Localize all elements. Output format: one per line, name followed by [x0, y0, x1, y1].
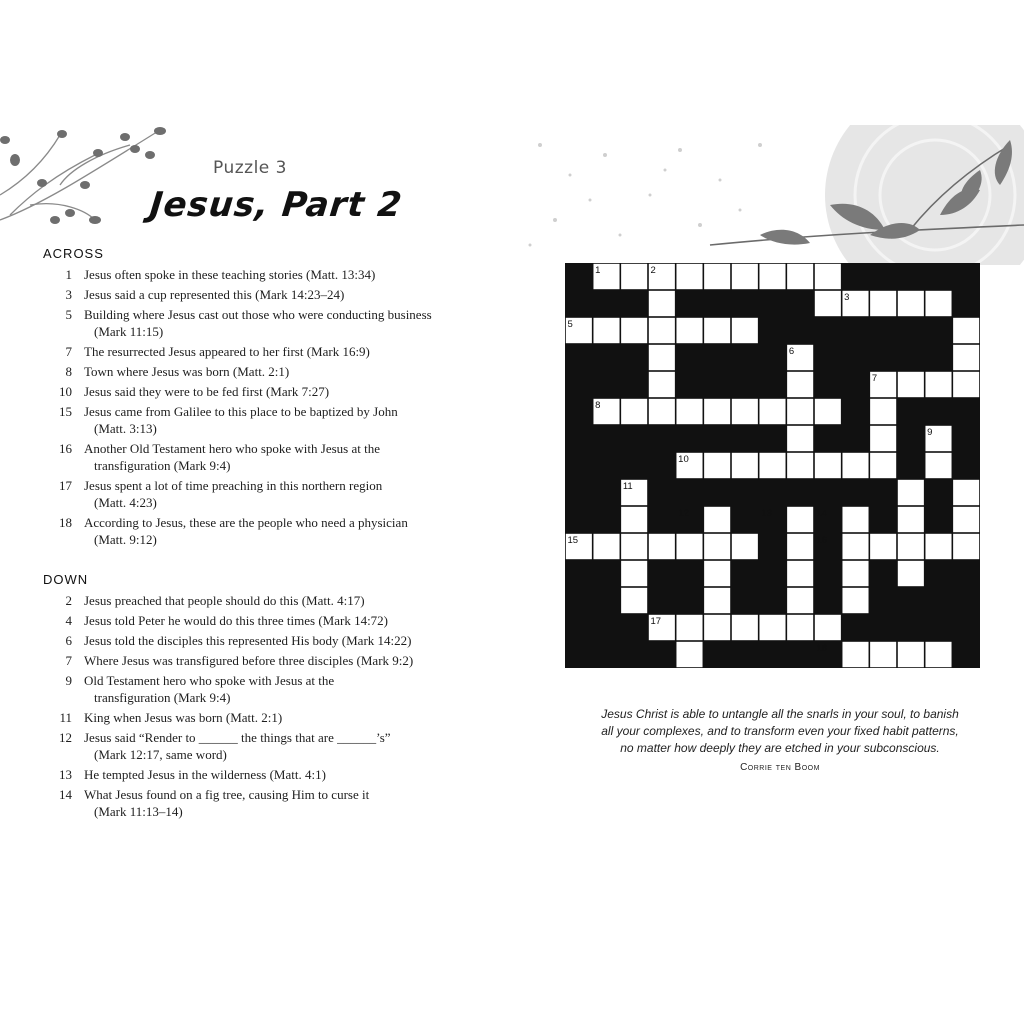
clue-text-block — [84, 766, 480, 783]
clue-number: 16 — [59, 441, 72, 456]
crossword-cell[interactable] — [621, 534, 647, 559]
cell-number: 7 — [871, 373, 878, 384]
crossword-cell[interactable] — [593, 534, 619, 559]
crossword-cell[interactable] — [704, 615, 730, 640]
clue-number: 5 — [65, 307, 72, 322]
clue-number: 4 — [65, 613, 72, 628]
clue-text-block — [84, 363, 480, 380]
quote-line: no matter how deeply they are etched in your subconscious. — [620, 741, 940, 755]
cell-number: 14 — [816, 508, 828, 519]
crossword-cell[interactable] — [676, 264, 702, 289]
cell-number: 13 — [761, 508, 772, 519]
crossword-cell[interactable] — [676, 615, 702, 640]
leaf-watercolor-decoration — [510, 125, 1024, 265]
quote — [560, 706, 1000, 757]
crossword-cell[interactable] — [732, 615, 758, 640]
across-clue-list — [40, 266, 480, 551]
crossword-cell[interactable] — [842, 642, 868, 667]
crossword-cell[interactable] — [676, 399, 702, 424]
clue-number: 7 — [65, 653, 72, 668]
crossword-cell[interactable] — [953, 318, 979, 343]
crossword-cell[interactable] — [759, 615, 785, 640]
cell-number: 12 — [678, 508, 689, 519]
crossword-cell[interactable] — [621, 318, 647, 343]
crossword-cell[interactable] — [898, 534, 924, 559]
crossword-cell[interactable] — [621, 561, 647, 586]
crossword-cell[interactable] — [870, 399, 896, 424]
clue-text-block — [84, 652, 480, 669]
crossword-cell[interactable] — [649, 291, 675, 316]
crossword-cell[interactable] — [787, 264, 813, 289]
down-clue-14 — [40, 786, 480, 820]
clue-text: He tempted Jesus in the wilderness (Matt. 4:1) — [84, 767, 326, 782]
crossword-cell[interactable] — [732, 453, 758, 478]
crossword-cell[interactable] — [870, 291, 896, 316]
across-clue-7 — [40, 343, 480, 360]
clue-text: Another Old Testament hero who spoke with Jesus at the — [84, 441, 380, 456]
cell-number: 1 — [595, 265, 601, 276]
crossword-cell[interactable] — [787, 534, 813, 559]
clue-number: 17 — [59, 478, 72, 493]
crossword-cell[interactable] — [704, 588, 730, 613]
crossword-cell[interactable] — [649, 318, 675, 343]
crossword-cell[interactable] — [787, 615, 813, 640]
across-clue-5 — [40, 306, 480, 340]
clue-number: 14 — [59, 787, 72, 802]
clue-text-block — [84, 786, 480, 820]
crossword-cell[interactable] — [870, 642, 896, 667]
quote-author: Corrie ten Boom — [740, 762, 820, 773]
crossword-cell[interactable] — [732, 318, 758, 343]
clue-reference: (Matt. 9:12) — [94, 532, 157, 547]
cell-number: 5 — [567, 319, 573, 330]
cell-number: 11 — [622, 481, 633, 492]
clue-text-block — [84, 672, 480, 706]
down-clue-13 — [40, 766, 480, 783]
cell-number: 4 — [954, 292, 961, 303]
crossword-cell[interactable] — [732, 264, 758, 289]
crossword-cell[interactable] — [815, 264, 841, 289]
clue-text: Jesus said “Render to ______ the things that are ______’s” — [84, 730, 391, 745]
clue-text: Building where Jesus cast out those who were conducting business — [84, 307, 432, 322]
clue-number: 12 — [59, 730, 72, 745]
crossword-cell[interactable] — [842, 561, 868, 586]
down-clue-4 — [40, 612, 480, 629]
clue-text: According to Jesus, these are the people who need a physician — [84, 515, 408, 530]
clue-text-block — [84, 477, 480, 511]
crossword-cell[interactable] — [898, 291, 924, 316]
clue-text: Jesus told the disciples this represented His body (Mark 14:22) — [84, 633, 412, 648]
crossword-cell[interactable] — [925, 372, 951, 397]
crossword-cell[interactable] — [732, 534, 758, 559]
clue-text-block — [84, 514, 480, 548]
clue-reference: (Matt. 4:23) — [94, 495, 157, 510]
clue-number: 1 — [65, 267, 72, 282]
cell-number: 2 — [650, 265, 656, 276]
crossword-cell[interactable] — [676, 642, 702, 667]
crossword-cell[interactable] — [953, 372, 979, 397]
floral-branch-decoration — [0, 125, 170, 235]
down-heading: DOWN — [43, 572, 89, 587]
down-clue-2 — [40, 592, 480, 609]
down-clue-9 — [40, 672, 480, 706]
across-clue-1 — [40, 266, 480, 283]
clue-number: 7 — [65, 344, 72, 359]
across-clue-3 — [40, 286, 480, 303]
clue-text: Jesus often spoke in these teaching stories (Matt. 13:34) — [84, 267, 376, 282]
crossword-cell[interactable] — [759, 399, 785, 424]
clue-number: 3 — [65, 287, 72, 302]
clue-text: Town where Jesus was born (Matt. 2:1) — [84, 364, 290, 379]
crossword-grid — [565, 263, 980, 668]
crossword-cell[interactable] — [704, 561, 730, 586]
clue-reference: transfiguration (Mark 9:4) — [94, 690, 231, 705]
clue-text-block — [84, 286, 480, 303]
crossword-cell[interactable] — [870, 426, 896, 451]
clue-text: Jesus said they were to be fed first (Mark 7:27) — [84, 384, 330, 399]
crossword-cell[interactable] — [704, 534, 730, 559]
cell-number: 6 — [788, 346, 795, 357]
clue-number: 18 — [59, 515, 72, 530]
clue-number: 11 — [59, 710, 72, 725]
crossword-cell[interactable] — [898, 507, 924, 532]
clue-number: 2 — [65, 593, 72, 608]
clue-text: Where Jesus was transfigured before three disciples (Mark 9:2) — [84, 653, 414, 668]
clue-text: Jesus spent a lot of time preaching in this northern region — [84, 478, 383, 493]
across-clue-15 — [40, 403, 480, 437]
crossword-cell[interactable] — [953, 534, 979, 559]
clue-reference: (Matt. 3:13) — [94, 421, 157, 436]
puzzle-number — [0, 158, 500, 178]
crossword-cell[interactable] — [787, 507, 813, 532]
clue-text-block — [84, 343, 480, 360]
clue-text: King when Jesus was born (Matt. 2:1) — [84, 710, 283, 725]
crossword-cell[interactable] — [870, 534, 896, 559]
crossword-cell[interactable] — [842, 507, 868, 532]
crossword-cell[interactable] — [925, 642, 951, 667]
clue-text-block — [84, 592, 480, 609]
crossword-cell[interactable] — [649, 372, 675, 397]
across-clue-8 — [40, 363, 480, 380]
crossword-cell[interactable] — [676, 318, 702, 343]
cell-number: 18 — [816, 643, 828, 654]
crossword-cell[interactable] — [787, 372, 813, 397]
crossword-cell[interactable] — [704, 399, 730, 424]
crossword-cell[interactable] — [842, 453, 868, 478]
across-clue-10 — [40, 383, 480, 400]
crossword-cell[interactable] — [704, 318, 730, 343]
across-clue-18 — [40, 514, 480, 548]
across-heading: ACROSS — [43, 246, 104, 261]
crossword-cell[interactable] — [925, 291, 951, 316]
clue-text: Old Testament hero who spoke with Jesus at the — [84, 673, 335, 688]
crossword-cell[interactable] — [649, 345, 675, 370]
clue-text: Jesus preached that people should do this (Matt. 4:17) — [84, 593, 365, 608]
crossword-cell[interactable] — [925, 534, 951, 559]
down-clue-7 — [40, 652, 480, 669]
cell-number: 10 — [678, 454, 689, 465]
crossword-cell[interactable] — [787, 399, 813, 424]
crossword-grid-svg — [565, 263, 980, 668]
crossword-cell[interactable] — [898, 372, 924, 397]
clue-number: 9 — [65, 673, 72, 688]
crossword-cell[interactable] — [787, 426, 813, 451]
clue-reference: transfiguration (Mark 9:4) — [94, 458, 231, 473]
clue-number: 13 — [59, 767, 72, 782]
down-clue-11 — [40, 709, 480, 726]
cell-number: 8 — [595, 400, 601, 411]
crossword-cell[interactable] — [759, 264, 785, 289]
crossword-cell[interactable] — [842, 588, 868, 613]
clue-text-block — [84, 306, 480, 340]
clue-text: Jesus told Peter he would do this three times (Mark 14:72) — [84, 613, 389, 628]
quote-line: Jesus Christ is able to untangle all the snarls in your soul, to banish — [601, 707, 959, 721]
crossword-cell[interactable] — [787, 453, 813, 478]
crossword-cell[interactable] — [704, 507, 730, 532]
crossword-cell[interactable] — [649, 399, 675, 424]
crossword-cell[interactable] — [649, 534, 675, 559]
clue-text-block — [84, 383, 480, 400]
clue-number: 8 — [65, 364, 72, 379]
clue-text: What Jesus found on a fig tree, causing Him to curse it — [84, 787, 370, 802]
crossword-cell[interactable] — [870, 453, 896, 478]
crossword-cell[interactable] — [732, 399, 758, 424]
clue-text: Jesus came from Galilee to this place to be baptized by John — [84, 404, 398, 419]
quote-line: all your complexes, and to transform even your fixed habit patterns, — [601, 724, 959, 738]
crossword-cell[interactable] — [898, 561, 924, 586]
across-clue-16 — [40, 440, 480, 474]
crossword-cell[interactable] — [953, 507, 979, 532]
clue-text-block — [84, 440, 480, 474]
crossword-cell[interactable] — [621, 264, 647, 289]
crossword-cell[interactable] — [815, 291, 841, 316]
clue-text: The resurrected Jesus appeared to her first (Mark 16:9) — [84, 344, 370, 359]
crossword-cell[interactable] — [704, 264, 730, 289]
crossword-cell[interactable] — [953, 345, 979, 370]
cell-number: 9 — [927, 427, 933, 438]
clue-text-block — [84, 403, 480, 437]
crossword-cell[interactable] — [621, 399, 647, 424]
clue-reference: (Mark 12:17, same word) — [94, 747, 227, 762]
clue-text-block — [84, 266, 480, 283]
down-clue-6 — [40, 632, 480, 649]
crossword-cell[interactable] — [593, 318, 619, 343]
across-clue-17 — [40, 477, 480, 511]
clue-reference: (Mark 11:15) — [94, 324, 164, 339]
clue-number: 15 — [59, 404, 72, 419]
crossword-cell[interactable] — [787, 561, 813, 586]
puzzle-number-text: Puzzle 3 — [213, 158, 287, 178]
down-clue-list — [40, 592, 480, 823]
crossword-cell[interactable] — [898, 480, 924, 505]
clue-text-block — [84, 729, 480, 763]
cell-number: 3 — [844, 292, 850, 303]
crossword-cell[interactable] — [676, 534, 702, 559]
clue-text-block — [84, 632, 480, 649]
crossword-cell[interactable] — [759, 453, 785, 478]
crossword-cell[interactable] — [787, 588, 813, 613]
cell-number: 17 — [650, 616, 662, 627]
clue-number: 10 — [59, 384, 72, 399]
crossword-cell[interactable] — [621, 588, 647, 613]
clue-number: 6 — [65, 633, 72, 648]
crossword-cell[interactable] — [621, 507, 647, 532]
crossword-cell[interactable] — [704, 453, 730, 478]
puzzle-title: Jesus, Part 2 — [147, 185, 405, 225]
down-clue-12 — [40, 729, 480, 763]
crossword-cell[interactable] — [842, 534, 868, 559]
cell-number: 15 — [567, 535, 579, 546]
clue-text-block — [84, 612, 480, 629]
crossword-cell[interactable] — [815, 399, 841, 424]
crossword-cell[interactable] — [815, 453, 841, 478]
clue-reference: (Mark 11:13–14) — [94, 804, 183, 819]
crossword-cell[interactable] — [815, 615, 841, 640]
clue-text: Jesus said a cup represented this (Mark 14:23–24) — [84, 287, 345, 302]
clue-text-block — [84, 709, 480, 726]
crossword-cell[interactable] — [953, 480, 979, 505]
crossword-cell[interactable] — [925, 453, 951, 478]
cell-number: 16 — [816, 535, 828, 546]
crossword-cell[interactable] — [898, 642, 924, 667]
